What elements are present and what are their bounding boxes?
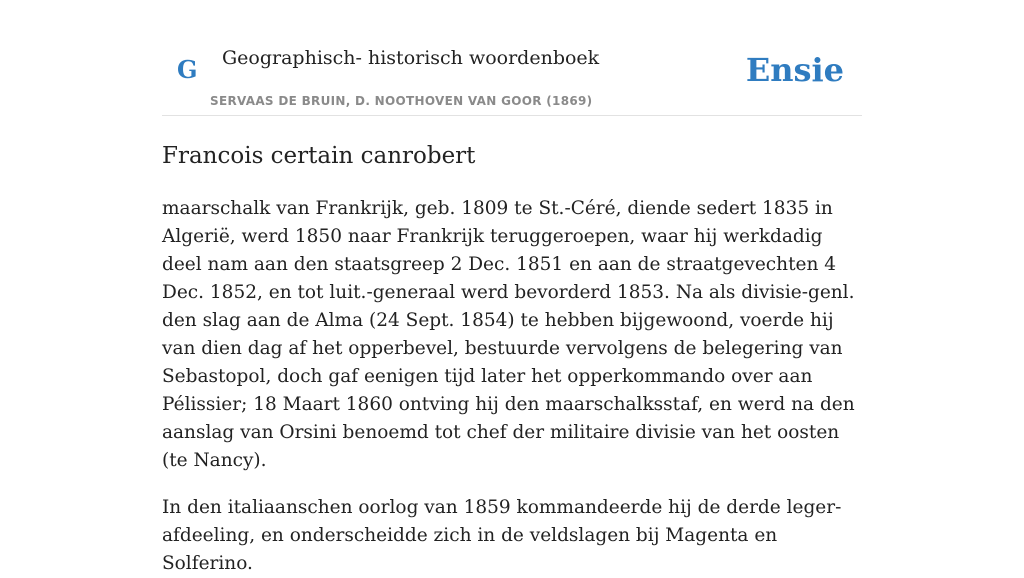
page xyxy=(162,0,862,578)
book-letter-badge[interactable]: G xyxy=(177,55,198,84)
entry-body xyxy=(162,195,866,578)
book-header xyxy=(162,0,862,116)
book-title[interactable]: Geographisch- historisch woordenboek xyxy=(222,47,600,69)
book-authors: SERVAAS DE BRUIN, D. NOOTHOVEN VAN GOOR (1869) xyxy=(210,94,593,108)
entry-paragraph: In den italiaanschen oorlog van 1859 kommandeerde hij de derde leger-afdeeling, en onderscheidde zich in de veldslagen bij Magenta en Solferino. xyxy=(162,497,842,574)
ensie-logo[interactable]: Ensie xyxy=(745,51,844,89)
entry-paragraph: maarschalk van Frankrijk, geb. 1809 te St.-Céré, diende sedert 1835 in Algerië, werd 1850 naar Frankrijk teruggeroepen, waar hij werkdadig deel nam aan den staatsgreep 2 Dec. 1851 en aan de straatgevechten 4 Dec. 1852, en tot luit.-generaal werd bevorderd 1853. Na als divisie-genl. den slag aan de Alma (24 Sept. 1854) te hebben bijgewoond, voerde hij van dien dag af het opperbevel, bestuurde vervolgens de belegering van Sebastopol, doch gaf eenigen tijd later het opperkommando over aan Pélissier; 18 Maart 1860 ontving hij den maarschalksstaf, en werd na den aanslag van Orsini benoemd tot chef der militaire divisie van het oosten (te Nancy). xyxy=(162,198,855,471)
entry-title: Francois certain canrobert xyxy=(162,143,476,169)
